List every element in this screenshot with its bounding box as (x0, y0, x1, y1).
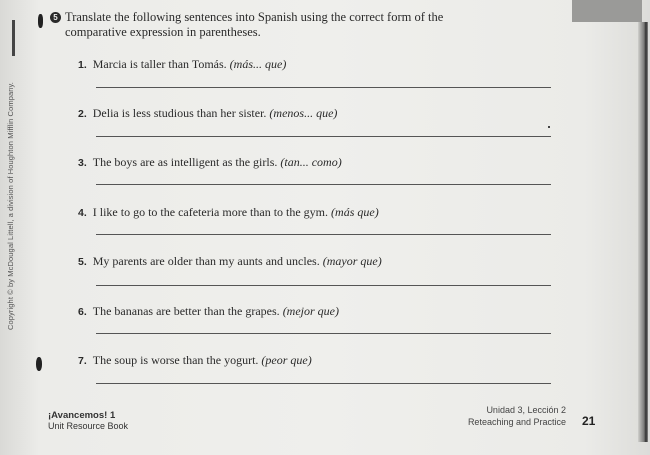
item-hint: (mayor que) (322, 254, 382, 268)
item-sentence: The soup is worse than the yogurt. (92, 353, 259, 367)
item-number: 2. (78, 108, 87, 120)
item-number: 3. (78, 157, 87, 169)
item-sentence: The bananas are better than the grapes. (92, 304, 280, 318)
item-hint: (mejor que) (282, 304, 340, 318)
exercise-item-5 (78, 254, 382, 269)
page-number: 21 (582, 414, 596, 428)
exercise-item-7 (78, 353, 312, 368)
unit-lesson: Unidad 3, Lección 2 (486, 405, 566, 415)
item-hint: (peor que) (261, 353, 312, 367)
item-number: 1. (78, 59, 87, 71)
item-number: 4. (78, 207, 87, 219)
page-left-mark (12, 20, 15, 56)
item-sentence: Delia is less studious than her sister. (92, 106, 267, 120)
item-hint: (menos... que) (269, 106, 338, 120)
stray-mark (548, 126, 550, 128)
answer-line-6[interactable] (96, 333, 551, 334)
answer-line-4[interactable] (96, 234, 551, 235)
instruction-line-2: comparative expression in parentheses. (65, 25, 261, 39)
page-corner-shadow (572, 0, 642, 22)
exercise-item-2 (78, 106, 337, 121)
answer-line-7[interactable] (96, 383, 551, 384)
binder-hole-mark (36, 357, 42, 371)
item-number: 7. (78, 355, 87, 367)
section-name: Reteaching and Practice (467, 416, 566, 427)
binder-hole-mark (38, 14, 43, 28)
activity-number-badge: 5 (50, 12, 61, 23)
item-sentence: Marcia is taller than Tomás. (92, 57, 227, 71)
exercise-item-1 (78, 57, 286, 72)
exercise-item-3 (78, 155, 342, 170)
item-number: 6. (78, 306, 87, 318)
item-sentence: I like to go to the cafeteria more than to the gym. (92, 205, 329, 219)
footer-lesson-info (462, 405, 566, 428)
answer-line-3[interactable] (96, 184, 551, 185)
copyright-notice: Copyright © by McDougal Littell, a division of Houghton Mifflin Company. (6, 82, 15, 330)
book-subtitle: Unit Resource Book (48, 421, 129, 431)
answer-line-1[interactable] (96, 87, 551, 88)
item-hint: (más que) (331, 205, 379, 219)
exercise-item-4 (78, 205, 379, 220)
exercise-item-6 (78, 304, 339, 319)
item-hint: (más... que) (229, 57, 287, 71)
footer-book-info (48, 410, 128, 431)
item-sentence: My parents are older than my aunts and uncles. (92, 254, 320, 268)
page-binding-edge (638, 22, 648, 442)
activity-instructions (50, 10, 520, 40)
item-hint: (tan... como) (280, 155, 342, 169)
answer-line-5[interactable] (96, 285, 551, 286)
answer-line-2[interactable] (96, 136, 551, 137)
book-title: ¡Avancemos! 1 (48, 410, 116, 421)
instruction-line-1: Translate the following sentences into Spanish using the correct form of the (65, 10, 444, 24)
item-sentence: The boys are as intelligent as the girls. (92, 155, 278, 169)
item-number: 5. (78, 256, 87, 268)
